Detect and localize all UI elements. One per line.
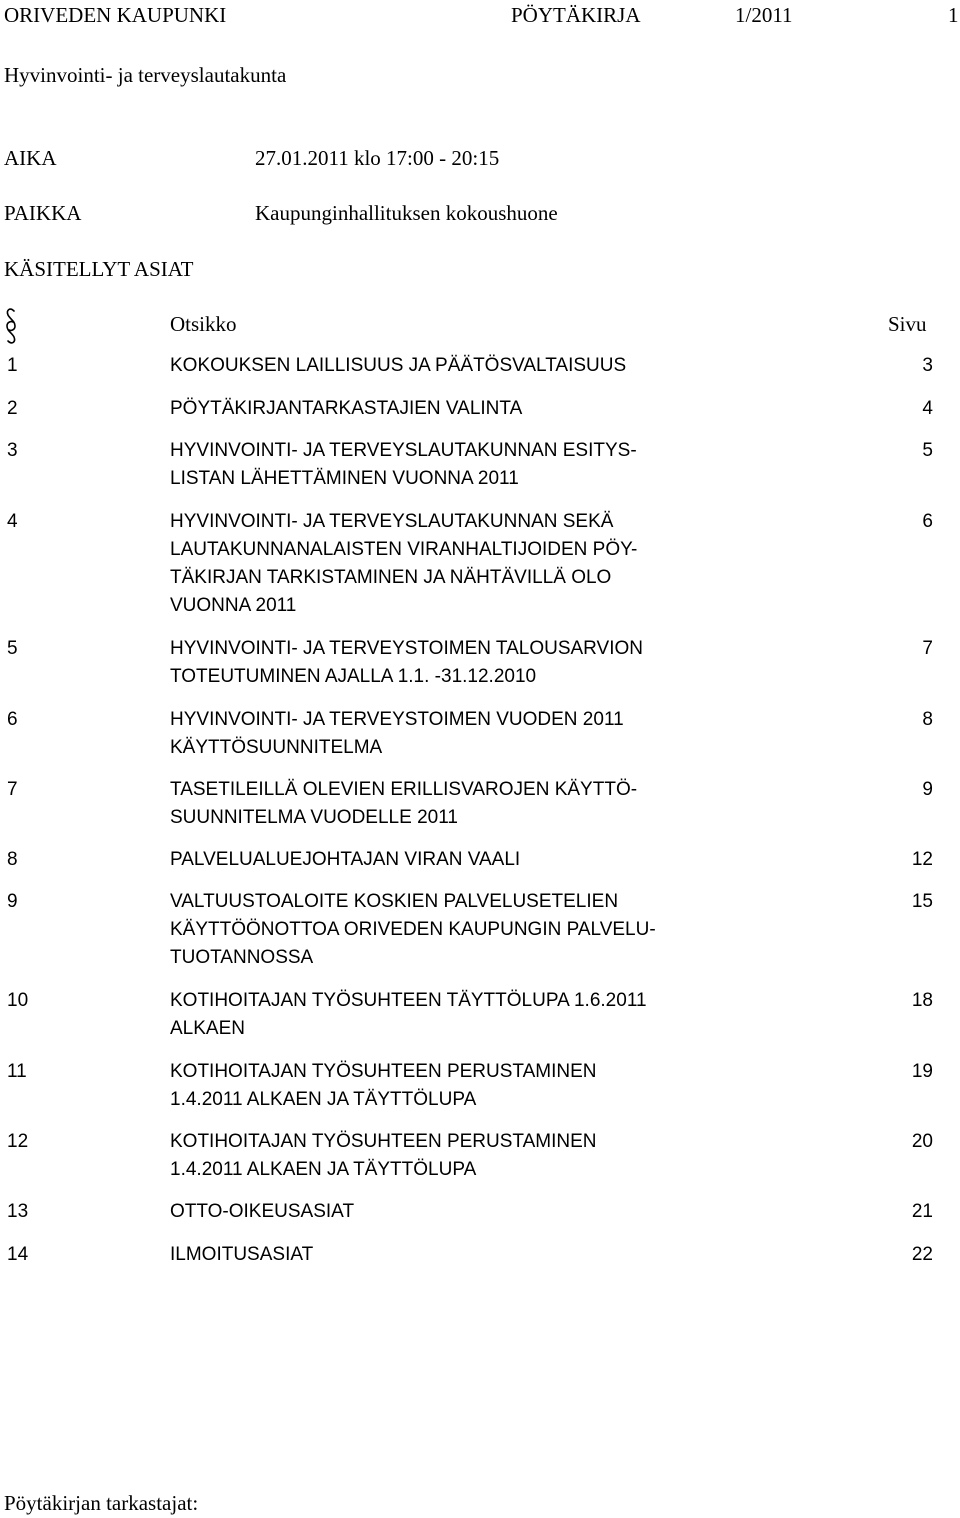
place-label: PAIKKA <box>4 201 82 225</box>
agenda-item-number: 12 <box>7 1131 29 1152</box>
agenda-item-title-line: KÄYTTÖSUUNNITELMA <box>170 737 383 758</box>
agenda-item-title <box>170 987 810 1043</box>
agenda-item-number: 7 <box>7 779 18 800</box>
agenda-item-number: 11 <box>7 1061 27 1082</box>
agenda-item-page: 9 <box>922 779 933 800</box>
agenda-item-page: 4 <box>922 398 933 419</box>
agenda-item-title <box>170 1241 810 1269</box>
agenda-item-title <box>170 437 810 493</box>
agenda-item-title-line: TUOTANNOSSA <box>170 947 314 968</box>
document-type: PÖYTÄKIRJA <box>511 3 641 27</box>
agenda-item-number: 2 <box>7 398 18 419</box>
agenda-item-page: 19 <box>911 1061 933 1082</box>
agenda-item-title-line: KOKOUKSEN LAILLISUUS JA PÄÄTÖSVALTAISUUS <box>170 355 627 376</box>
agenda-item-title-line: PÖYTÄKIRJANTARKASTAJIEN VALINTA <box>170 398 523 419</box>
agenda-item-title-line: ALKAEN <box>170 1018 245 1039</box>
agenda-item-title-line: KOTIHOITAJAN TYÖSUHTEEN PERUSTAMINEN <box>170 1061 597 1082</box>
agenda-item-title <box>170 352 810 380</box>
agenda-item-title <box>170 508 810 620</box>
agenda-item-title-line: PALVELUALUEJOHTAJAN VIRAN VAALI <box>170 849 521 870</box>
agenda-item-title <box>170 888 810 972</box>
agenda-item-title-line: HYVINVOINTI- JA TERVEYSTOIMEN VUODEN 2011 <box>170 709 624 730</box>
agenda-item-title <box>170 1198 810 1226</box>
agenda-item-number: 14 <box>7 1244 29 1265</box>
place-value: Kaupunginhallituksen kokoushuone <box>255 201 558 225</box>
agenda-item-number: 3 <box>7 440 18 461</box>
page-number: 1 <box>948 3 959 27</box>
agenda-item-page: 15 <box>911 891 933 912</box>
agenda-item-title-line: HYVINVOINTI- JA TERVEYSLAUTAKUNNAN ESITYS- <box>170 440 637 461</box>
agenda-item-title-line: TOTEUTUMINEN AJALLA 1.1. -31.12.2010 <box>170 666 537 687</box>
agenda-item-page: 20 <box>911 1131 933 1152</box>
agenda-item-title-line: ILMOITUSASIAT <box>170 1244 314 1265</box>
agenda-item-title <box>170 1128 810 1184</box>
committee-name: Hyvinvointi- ja terveyslautakunta <box>4 63 287 87</box>
agenda-item-title-line: 1.4.2011 ALKAEN JA TÄYTTÖLUPA <box>170 1159 477 1180</box>
agenda-item-title-line: 1.4.2011 ALKAEN JA TÄYTTÖLUPA <box>170 1089 477 1110</box>
agenda-item-title-line: KÄYTTÖÖNOTTOA ORIVEDEN KAUPUNGIN PALVELU- <box>170 919 656 940</box>
agenda-item-title <box>170 846 810 874</box>
agenda-item-page: 22 <box>911 1244 933 1265</box>
agenda-item-title-line: TÄKIRJAN TARKISTAMINEN JA NÄHTÄVILLÄ OLO <box>170 567 612 588</box>
agenda-item-page: 6 <box>922 511 933 532</box>
agenda-item-title-line: KOTIHOITAJAN TYÖSUHTEEN PERUSTAMINEN <box>170 1131 597 1152</box>
agenda-item-title-line: OTTO-OIKEUSASIAT <box>170 1201 355 1222</box>
handled-items-heading: KÄSITELLYT ASIAT <box>4 257 194 281</box>
agenda-item-page: 12 <box>911 849 933 870</box>
agenda-item-number: 1 <box>7 355 18 376</box>
agenda-item-title-line: LAUTAKUNNANALAISTEN VIRANHALTIJOIDEN PÖY- <box>170 539 638 560</box>
agenda-item-title <box>170 395 810 423</box>
agenda-item-number: 13 <box>7 1201 29 1222</box>
agenda-item-number: 5 <box>7 638 18 659</box>
document-number: 1/2011 <box>735 3 793 27</box>
agenda-item-title-line: VALTUUSTOALOITE KOSKIEN PALVELUSETELIEN <box>170 891 619 912</box>
section-sign-icon <box>4 306 18 346</box>
agenda-item-title-line: HYVINVOINTI- JA TERVEYSLAUTAKUNNAN SEKÄ <box>170 511 614 532</box>
organization-name: ORIVEDEN KAUPUNKI <box>4 3 227 27</box>
agenda-item-page: 8 <box>922 709 933 730</box>
agenda-item-page: 5 <box>922 440 933 461</box>
agenda-item-number: 4 <box>7 511 18 532</box>
title-column-header: Otsikko <box>170 312 237 336</box>
agenda-item-number: 8 <box>7 849 18 870</box>
agenda-item-page: 7 <box>922 638 933 659</box>
page-column-header: Sivu <box>888 312 927 336</box>
time-label: AIKA <box>4 146 57 170</box>
agenda-item-title <box>170 776 810 832</box>
agenda-item-title-line: HYVINVOINTI- JA TERVEYSTOIMEN TALOUSARVION <box>170 638 644 659</box>
agenda-item-title <box>170 706 810 762</box>
agenda-item-title-line: KOTIHOITAJAN TYÖSUHTEEN TÄYTTÖLUPA 1.6.2011 <box>170 990 647 1011</box>
agenda-item-page: 3 <box>922 355 933 376</box>
agenda-item-title-line: VUONNA 2011 <box>170 595 297 616</box>
agenda-item-page: 21 <box>911 1201 933 1222</box>
agenda-item-number: 10 <box>7 990 29 1011</box>
agenda-item-title-line: LISTAN LÄHETTÄMINEN VUONNA 2011 <box>170 468 519 489</box>
time-value: 27.01.2011 klo 17:00 - 20:15 <box>255 146 500 170</box>
agenda-item-title <box>170 1058 810 1114</box>
agenda-item-title <box>170 635 810 691</box>
agenda-item-title-line: SUUNNITELMA VUODELLE 2011 <box>170 807 458 828</box>
agenda-item-number: 9 <box>7 891 18 912</box>
agenda-item-number: 6 <box>7 709 18 730</box>
agenda-item-title-line: TASETILEILLÄ OLEVIEN ERILLISVAROJEN KÄYTTÖ- <box>170 779 638 800</box>
agenda-item-page: 18 <box>911 990 933 1011</box>
reviewers-label: Pöytäkirjan tarkastajat: <box>4 1491 199 1515</box>
